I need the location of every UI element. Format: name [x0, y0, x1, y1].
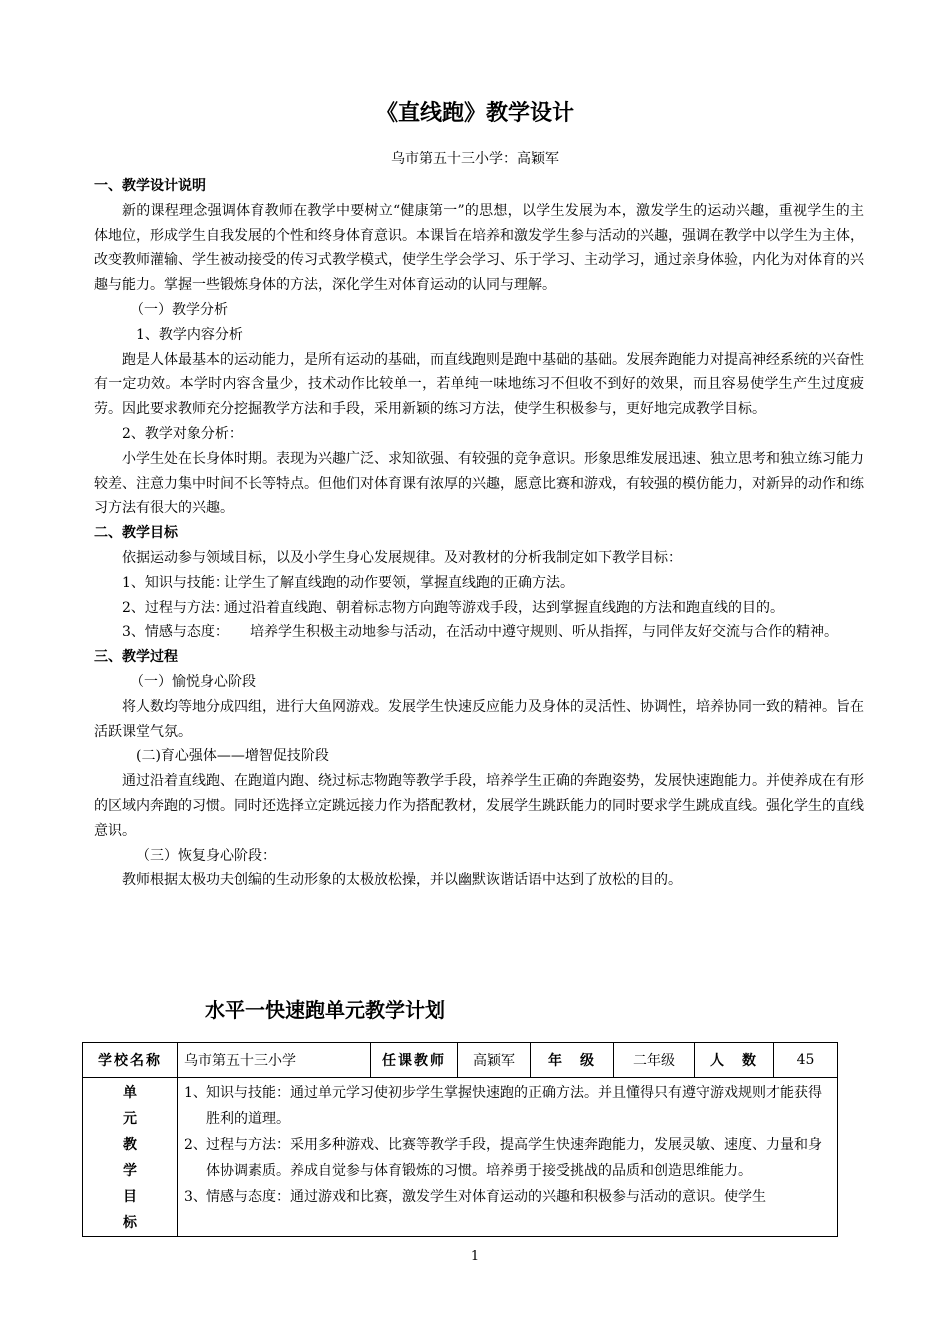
side-char: 教 [123, 1137, 137, 1153]
stage1-heading: （一）愉悦身心阶段 [130, 673, 256, 690]
side-char: 目 [123, 1189, 137, 1205]
section1-heading: 一、教学设计说明 [94, 178, 206, 194]
plan-goal-3 [184, 1184, 831, 1210]
section1-sub1: （一）教学分析 [130, 301, 228, 318]
count-value: 45 [774, 1043, 838, 1078]
side-char: 学 [123, 1163, 137, 1179]
content-analysis: 跑是人体最基本的运动能力，是所有运动的基础，而直线跑则是跑中基础的基础。发展奔跑能力对提高神经系统的兴奋性有一定功效。本学时内容含量少，技术动作比较单一，若单纯一味地练习不但收不到好的效果，而且容易使学生产生过度疲劳。因此要求教师充分挖掘教学方法和手段，采用新颖的练习方法，使学生积极参与，更好地完成教学目标。 [94, 351, 864, 418]
side-char: 单 [123, 1085, 137, 1101]
section1-intro: 新的课程理念强调体育教师在教学中要树立“健康第一”的思想，以学生发展为本，激发学生的运动兴趣，重视学生的主体地位，形成学生自我发展的个性和终身体育意识。本课旨在培养和激发学生参与活动的兴趣，强调在教学中以学生为主体，改变教师灌输、学生被动接受的传习式教学模式，使学生学会学习、乐于学习、主动学习，通过亲身体验，内化为对体育的兴趣与能力。掌握一些锻炼身体的方法，深化学生对体育运动的认同与理解。 [94, 202, 864, 294]
stage3-heading: （三）恢复身心阶段： [136, 847, 276, 864]
section1-sub1-1: 1、教学内容分析 [136, 326, 243, 343]
school-value: 乌市第五十三小学 [178, 1043, 371, 1078]
plan-goal-3-text: 情感与态度：通过游戏和比赛，激发学生对体育运动的兴趣和积极参与活动的意识。使学生 [206, 1189, 766, 1205]
goal-1-label: 1、知识与技能： [122, 574, 229, 591]
section1-sub1-2: 2、教学对象分析： [122, 425, 243, 442]
goal-1-text: 让学生了解直线跑的动作要领，掌握直线跑的正确方法。 [224, 574, 574, 591]
plan-title: 水平一快速跑单元教学计划 [205, 998, 445, 1022]
doc-body [94, 174, 864, 893]
plan-goal-1-num: 1、 [184, 1085, 207, 1101]
goal-2-label: 2、过程与方法： [122, 599, 229, 616]
goal-2-text: 通过沿着直线跑、朝着标志物方向跑等游戏手段，达到掌握直线跑的方法和跑直线的目的。 [224, 599, 784, 616]
plan-goal-2-text: 过程与方法：采用多种游戏、比赛等教学手段，提高学生快速奔跑能力，发展灵敏、速度、力量和身体协调素质。养成自觉参与体育锻炼的习惯。培养勇于接受挑战的品质和创造思维能力。 [206, 1137, 822, 1179]
page-number: 1 [470, 1249, 480, 1264]
teacher-value: 高颖军 [458, 1043, 531, 1078]
stage3-text: 教师根据太极功夫创编的生动形象的太极放松操，并以幽默诙谐话语中达到了放松的目的。 [122, 872, 682, 889]
plan-goal-1-text: 知识与技能：通过单元学习使初步学生掌握快速跑的正确方法。并且懂得只有遵守游戏规则才能获得胜利的道理。 [206, 1085, 822, 1127]
plan-goals-row [83, 1078, 838, 1237]
count-label: 人 数 [695, 1043, 774, 1078]
unit-goals-content [178, 1078, 838, 1237]
section2-intro: 依据运动参与领域目标，以及小学生身心发展规律。及对教材的分析我制定如下教学目标： [122, 549, 682, 566]
unit-plan-table [82, 1042, 838, 1237]
stage1-text: 将人数均等地分成四组，进行大鱼网游戏。发展学生快速反应能力及身体的灵活性、协调性，培养协同一致的精神。旨在活跃课堂气氛。 [94, 698, 864, 740]
section3-heading: 三、教学过程 [94, 649, 178, 666]
plan-goal-3-num: 3、 [184, 1189, 207, 1205]
object-analysis: 小学生处在长身体时期。表现为兴趣广泛、求知欲强、有较强的竞争意识。形象思维发展迅速、独立思考和独立练习能力较差、注意力集中时间不长等特点。但他们对体育课有浓厚的兴趣，愿意比赛和游戏，有较强的模仿能力，对新异的动作和练习方法有很大的兴趣。 [94, 450, 864, 517]
goal-3-text: 培养学生积极主动地参与活动，在活动中遵守规则、听从指挥，与同伴友好交流与合作的精神。 [250, 624, 838, 641]
doc-title: 《直线跑》教学设计 [375, 101, 574, 126]
goal-1 [94, 571, 864, 596]
plan-goal-2-num: 2、 [184, 1137, 207, 1153]
goal-3-label: 3、情感与态度： [122, 624, 229, 641]
goal-3 [94, 620, 864, 645]
grade-label: 年 级 [531, 1043, 614, 1078]
side-char: 元 [123, 1111, 137, 1127]
doc-author: 乌市第五十三小学：高颖军 [391, 151, 559, 167]
plan-header-row [83, 1043, 838, 1078]
school-label: 学校名称 [83, 1043, 178, 1078]
section2-heading: 二、教学目标 [94, 525, 178, 542]
plan-goal-2 [184, 1132, 831, 1184]
teacher-label: 任课教师 [371, 1043, 458, 1078]
grade-value: 二年级 [614, 1043, 695, 1078]
stage2-heading: (二)育心强体——增智促技阶段 [136, 748, 329, 765]
plan-goal-1 [184, 1080, 831, 1132]
unit-goals-label [83, 1078, 178, 1237]
side-char: 标 [123, 1215, 137, 1231]
goal-2 [94, 596, 864, 621]
stage2-text: 通过沿着直线跑、在跑道内跑、绕过标志物跑等教学手段，培养学生正确的奔跑姿势，发展快速跑能力。并使养成在有形的区域内奔跑的习惯。同时还选择立定跳远接力作为搭配教材，发展学生跳跃能力的同时要求学生跳成直线。强化学生的直线意识。 [94, 773, 864, 839]
